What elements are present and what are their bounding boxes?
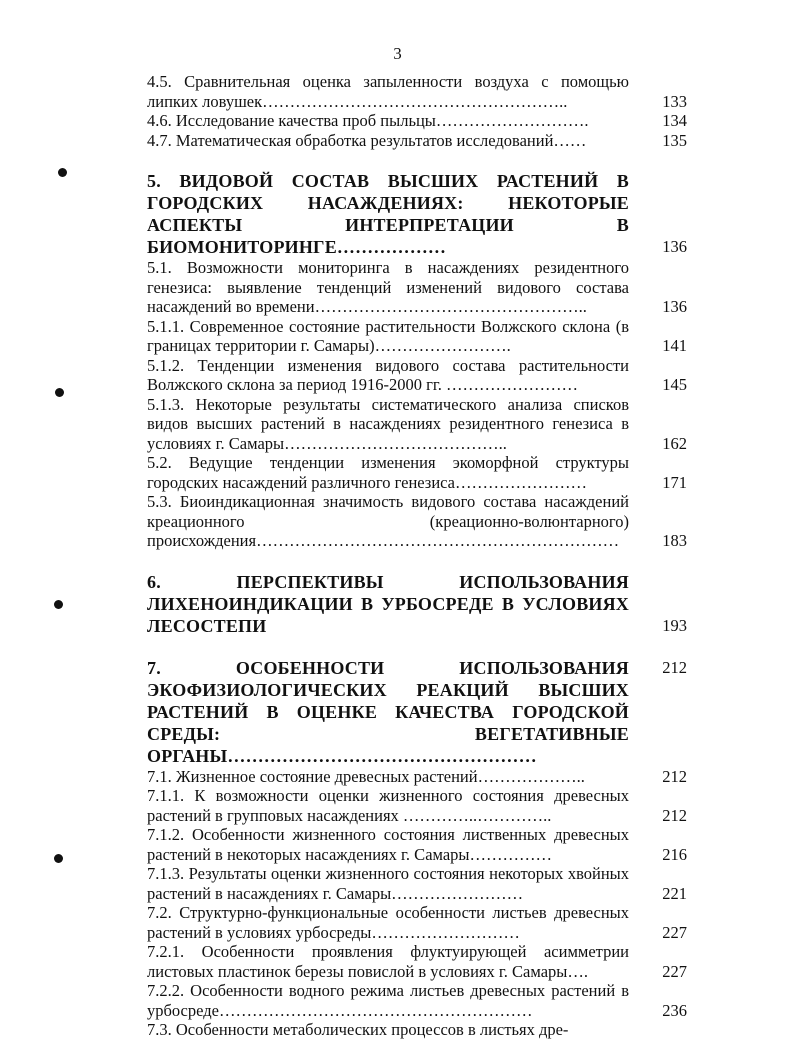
toc-entry-7-1 xyxy=(147,767,687,787)
toc-entry-page: 216 xyxy=(662,844,687,864)
toc-entry-page: 145 xyxy=(662,375,687,394)
toc-entry-5-1-3 xyxy=(147,395,687,454)
binding-hole-mark xyxy=(54,854,63,863)
toc-entry-page: 133 xyxy=(662,91,687,111)
toc-entry-page: 136 xyxy=(662,237,687,256)
toc-entry-5-1-2 xyxy=(147,356,687,395)
toc-entry-page: 136 xyxy=(662,297,687,316)
toc-chapter-title: 5. ВИДОВОЙ СОСТАВ ВЫСШИХ РАСТЕНИЙ В ГОРОДСКИХ НАСАЖДЕНИЯХ: НЕКОТОРЫЕ АСПЕКТЫ ИНТЕРПРЕТАЦИИ В БИОМОНИТОРИНГЕ……………… xyxy=(147,171,629,257)
toc-entry-4-6 xyxy=(147,111,687,131)
toc-entry-text: 7.2.1. Особенности проявления флуктуирующей асимметрии листовых пластинок березы повислой в условиях г. Самары…. xyxy=(147,942,629,981)
toc-entry-7-3 xyxy=(147,1020,687,1040)
toc-entry-text: 7.1.3. Результаты оценки жизненного состояния некоторых хвойных растений в насаждениях г. Самары…………………… xyxy=(147,864,629,903)
toc-chapter-6 xyxy=(147,571,687,637)
toc-chapter-title: 6. ПЕРСПЕКТИВЫ ИСПОЛЬЗОВАНИЯ ЛИХЕНОИНДИКАЦИИ В УРБОСРЕДЕ В УСЛОВИЯХ ЛЕСОСТЕПИ xyxy=(147,571,629,636)
toc-entry-7-1-3 xyxy=(147,864,687,903)
toc-entry-7-2 xyxy=(147,903,687,942)
toc-entry-4-5 xyxy=(147,72,687,111)
toc-entry-page: 212 xyxy=(662,805,687,825)
toc-entry-5-1 xyxy=(147,258,687,317)
toc-entry-page: 227 xyxy=(662,961,687,981)
toc-entry-page: 134 xyxy=(662,111,687,130)
toc-chapter-title: 7. ОСОБЕННОСТИ ИСПОЛЬЗОВАНИЯ ЭКОФИЗИОЛОГИЧЕСКИХ РЕАКЦИЙ ВЫСШИХ РАСТЕНИЙ В ОЦЕНКЕ КАЧЕСТВА ГОРОДСКОЙ СРЕДЫ: ВЕГЕТАТИВНЫЕ ОРГАНЫ…………………………………………… xyxy=(147,657,629,766)
toc-entry-text: 7.1.2. Особенности жизненного состояния лиственных древесных растений в некоторых насаждениях г. Самары…………… xyxy=(147,825,629,864)
toc-entry-7-1-2 xyxy=(147,825,687,864)
toc-entry-page: 183 xyxy=(662,531,687,550)
toc-entry-5-1-1 xyxy=(147,317,687,356)
toc-entry-5-2 xyxy=(147,453,687,492)
toc-entry-page: 135 xyxy=(662,130,687,150)
toc-chapter-7 xyxy=(147,657,687,767)
toc-entry-text: 5.1.2. Тенденции изменения видового состава растительности Волжского склона за период 1916-2000 гг. …………………… xyxy=(147,355,629,394)
toc-entry-text: 5.3. Биоиндикационная значимость видового состава насаждений креационного (креационно-волюнтарного) происхождения………………………………………………………… xyxy=(147,492,629,550)
toc-entry-page: 221 xyxy=(662,883,687,903)
toc-entry-text: 7.2.2. Особенности водного режима листьев древесных растений в урбосреде………………………………………………… xyxy=(147,981,629,1020)
toc-entry-7-1-1 xyxy=(147,786,687,825)
toc-entry-page: 193 xyxy=(662,615,687,635)
toc-entry-page: 171 xyxy=(662,472,687,492)
toc-entry-page: 212 xyxy=(662,766,687,786)
toc-entry-text: 5.1. Возможности мониторинга в насаждениях резидентного генезиса: выявление тенденций изменений видового состава насаждений во времени………………………………………….. xyxy=(147,258,629,316)
binding-hole-mark xyxy=(54,600,63,609)
toc-entry-page: 162 xyxy=(662,433,687,453)
toc-entry-text: 5.1.1. Современное состояние растительности Волжского склона (в границах территории г. Самары)……………………. xyxy=(147,316,629,355)
toc-entry-text: 4.5. Сравнительная оценка запыленности воздуха с помощью липких ловушек……………………………………………….. xyxy=(147,72,629,111)
toc-entry-page: 212 xyxy=(662,657,687,677)
binding-hole-mark xyxy=(58,168,67,177)
toc-entry-text: 4.7. Математическая обработка результатов исследований…… xyxy=(147,130,587,150)
table-of-contents xyxy=(147,72,687,1040)
toc-entry-text: 7.3. Особенности метаболических процессов в листьях дре- xyxy=(147,1020,569,1039)
toc-entry-7-2-2 xyxy=(147,981,687,1020)
toc-chapter-5 xyxy=(147,170,687,258)
toc-entry-text: 5.1.3. Некоторые результаты систематического анализа списков видов высших растений в насаждениях резидентного генезиса в условиях г. Самары………………………………….. xyxy=(147,394,629,453)
toc-entry-page: 227 xyxy=(662,922,687,942)
toc-entry-text: 7.1.1. К возможности оценки жизненного состояния древесных растений в групповых насаждениях …………..………….. xyxy=(147,786,629,825)
toc-entry-text: 5.2. Ведущие тенденции изменения экоморфной структуры городских насаждений различного генезиса…………………… xyxy=(147,453,629,492)
toc-entry-page: 236 xyxy=(662,1000,687,1020)
toc-entry-text: 4.6. Исследование качества проб пыльцы………………………. xyxy=(147,111,589,130)
toc-entry-7-2-1 xyxy=(147,942,687,981)
toc-entry-page: 141 xyxy=(662,336,687,355)
toc-entry-text: 7.1. Жизненное состояние древесных растений……………….. xyxy=(147,766,585,786)
toc-entry-4-7 xyxy=(147,131,687,151)
toc-entry-5-3 xyxy=(147,492,687,551)
page-number: 3 xyxy=(393,44,402,63)
toc-entry-text: 7.2. Структурно-функциональные особенности листьев древесных растений в условиях урбосреды……………………… xyxy=(147,903,629,942)
binding-hole-mark xyxy=(55,388,64,397)
